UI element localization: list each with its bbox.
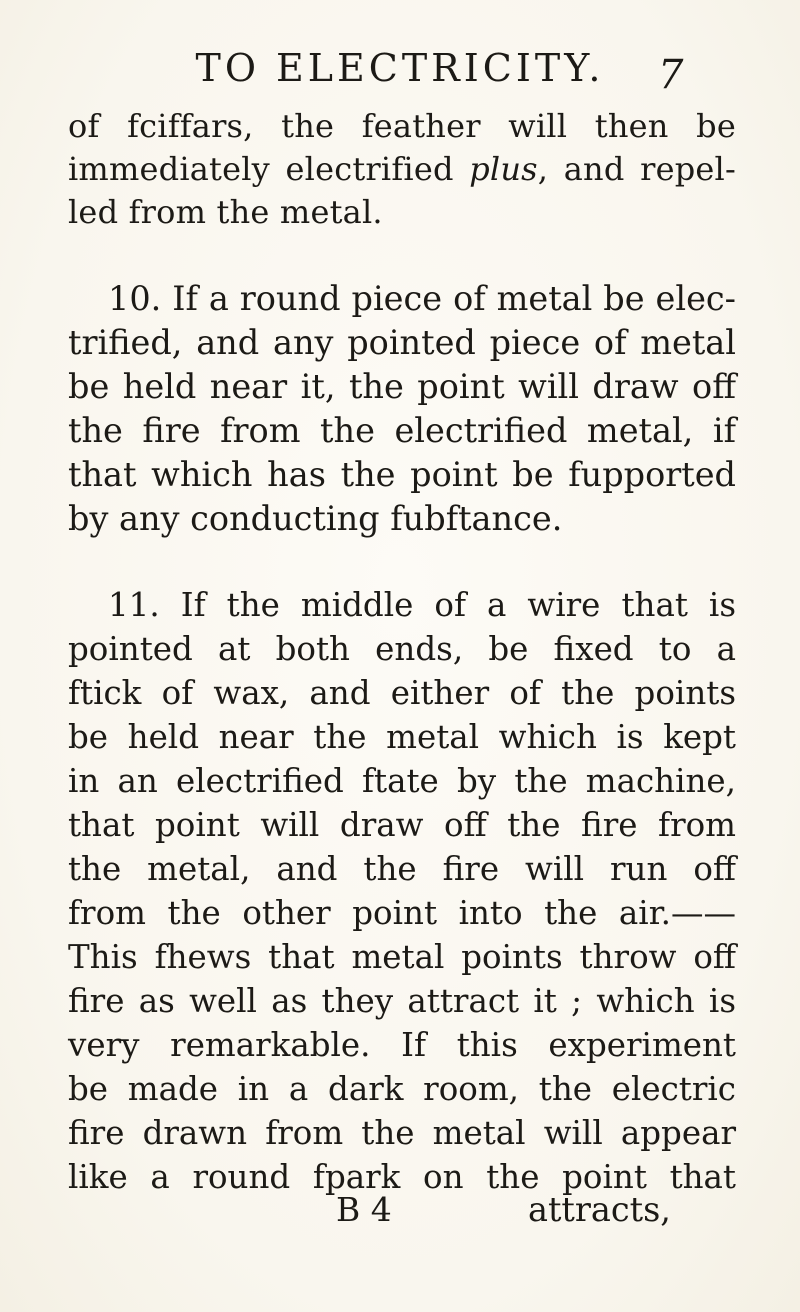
text-line: fire drawn from the metal will appear: [68, 1114, 736, 1152]
page-number: 7: [658, 52, 684, 98]
text-line: ftick of wax, and either of the points: [68, 674, 736, 712]
text-line: pointed at both ends, be fixed to a: [68, 630, 736, 668]
catchword: attracts,: [528, 1190, 671, 1229]
text-line: be held near the metal which is kept: [68, 718, 736, 756]
text-line: led from the metal.: [68, 193, 383, 231]
text-line: be held near it, the point will draw off: [68, 367, 736, 406]
italic-word: plus: [469, 150, 538, 188]
text-line: by any conducting fubftance.: [68, 499, 563, 538]
text-line: of fciffars, the feather will then be: [68, 107, 736, 145]
text-line: be made in a dark room, the electric: [68, 1070, 736, 1108]
signature-mark: B 4: [336, 1190, 392, 1229]
running-title: TO ELECTRICITY.: [195, 46, 605, 90]
text-line: the fire from the electrified metal, if: [68, 411, 736, 450]
text-line: 11. If the middle of a wire that is: [108, 586, 736, 624]
text-line: the metal, and the fire will run off: [68, 850, 736, 888]
text-line: trified, and any pointed piece of metal: [68, 323, 736, 362]
text-segment: , and repel-: [537, 150, 736, 188]
text-line: that point will draw off the fire from: [68, 806, 736, 844]
text-line: very remarkable. If this experiment: [68, 1026, 736, 1064]
text-segment: immediately electrified: [68, 150, 470, 188]
text-line: that which has the point be fupported: [68, 455, 736, 494]
text-line: in an electrified ftate by the machine,: [68, 762, 736, 800]
text-line: [68, 147, 736, 191]
text-line: from the other point into the air.——: [68, 894, 736, 932]
text-line: This fhews that metal points throw off: [68, 938, 736, 976]
text-line: fire as well as they attract it ; which is: [68, 982, 736, 1020]
text-line: like a round fpark on the point that: [68, 1158, 736, 1196]
text-line: 10. If a round piece of metal be elec-: [108, 279, 736, 318]
